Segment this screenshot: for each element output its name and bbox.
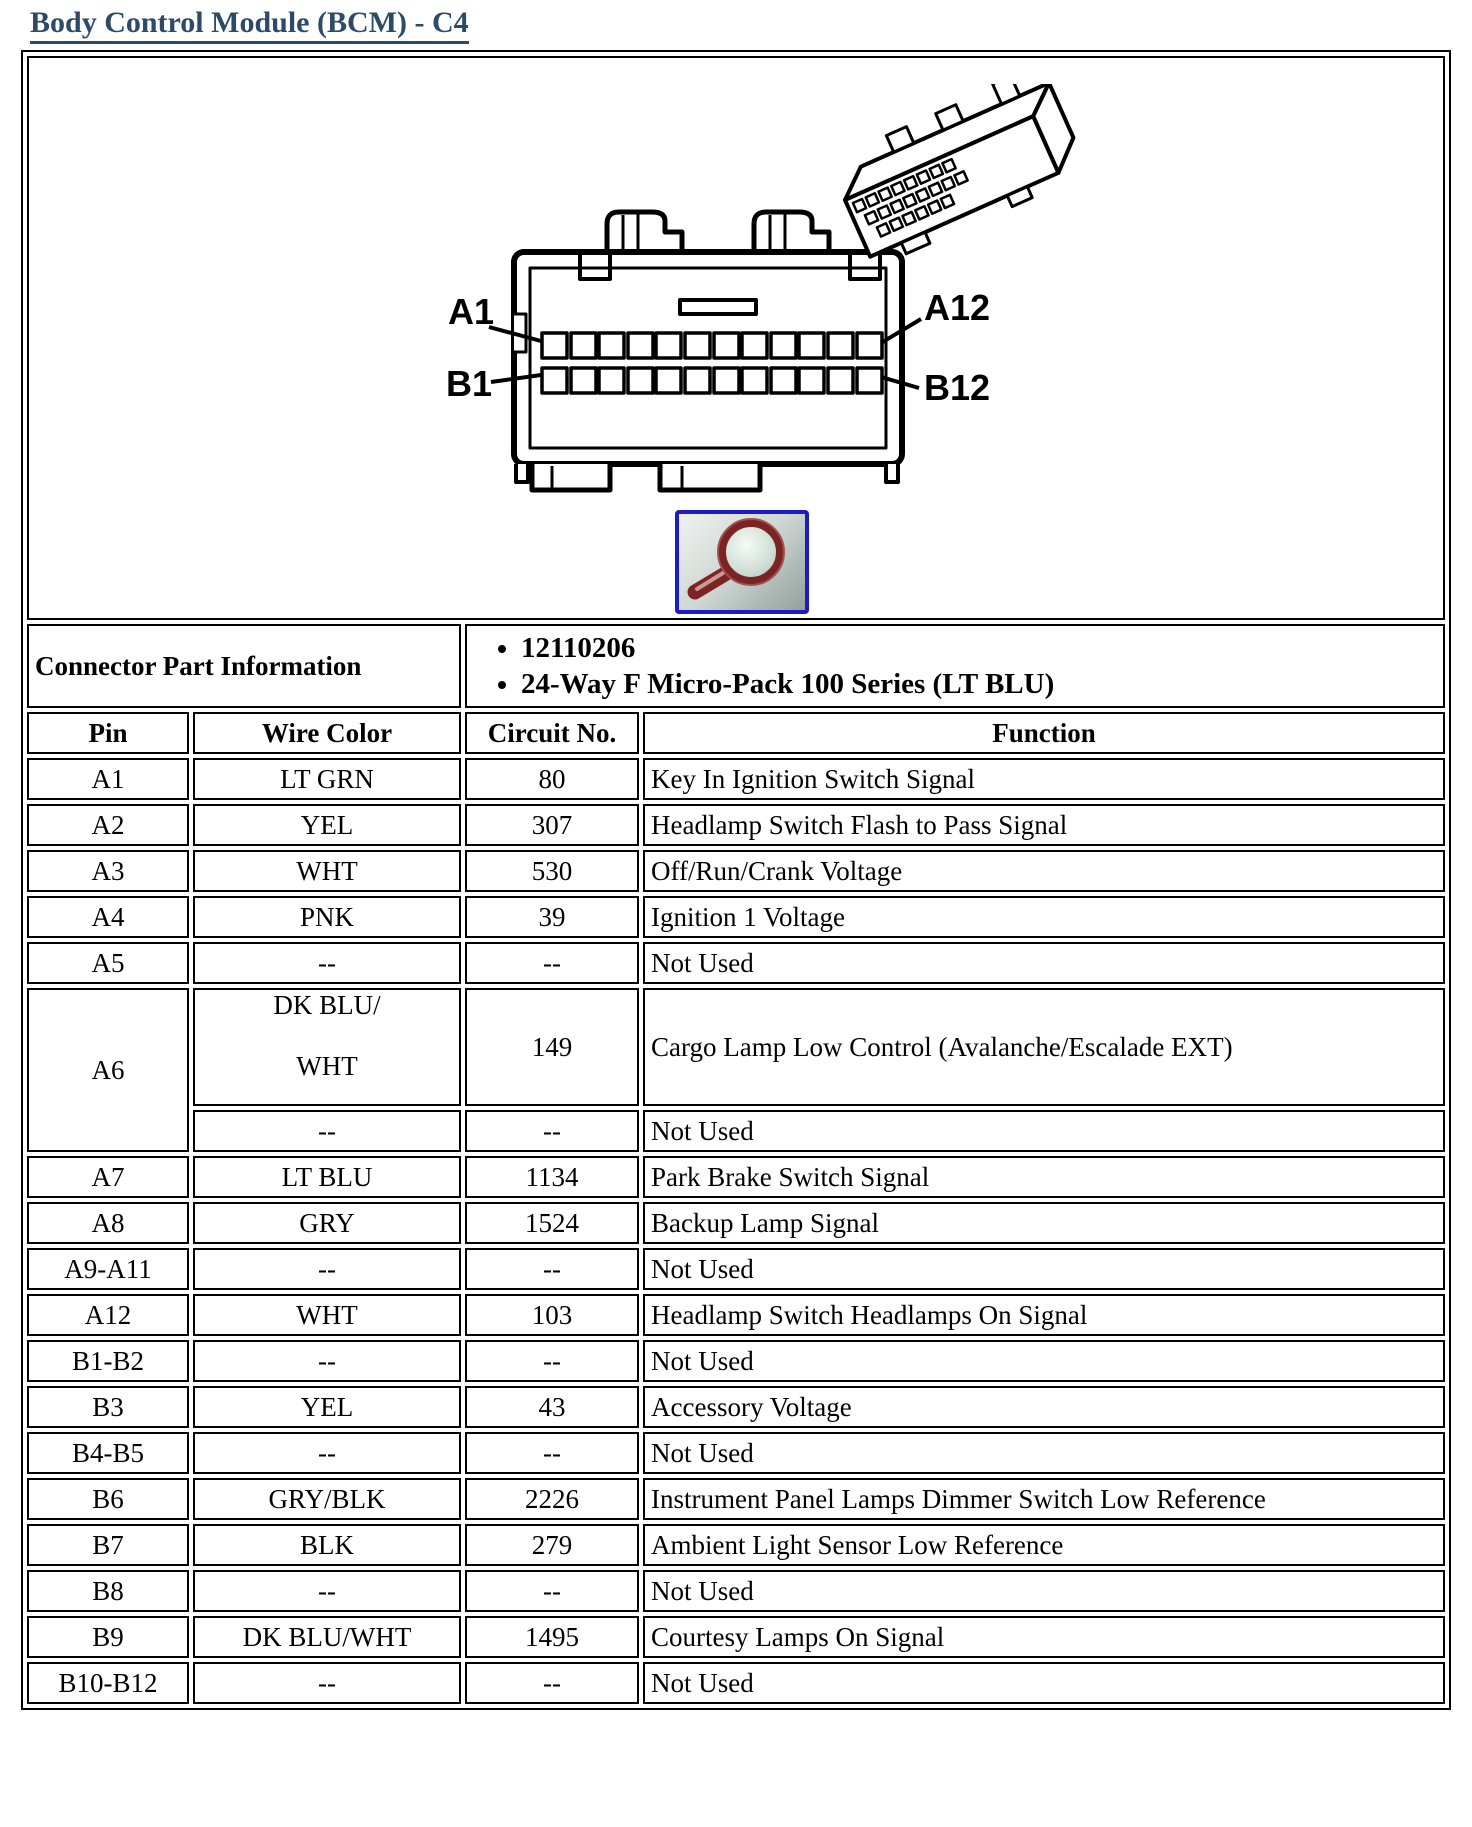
function-cell: Cargo Lamp Low Control (Avalanche/Escalade EXT) <box>643 988 1445 1106</box>
pin-cell: A3 <box>27 850 189 892</box>
function-cell: Not Used <box>643 1432 1445 1474</box>
pin-cell: B10-B12 <box>27 1662 189 1704</box>
part-info-values <box>465 624 1445 708</box>
circuit-cell: 39 <box>465 896 639 938</box>
pin-cell: A1 <box>27 758 189 800</box>
table-row <box>27 804 1445 846</box>
wire-color-cell: PNK <box>193 896 461 938</box>
function-cell: Not Used <box>643 1110 1445 1152</box>
pin-cell: A2 <box>27 804 189 846</box>
circuit-cell: -- <box>465 1248 639 1290</box>
circuit-cell: -- <box>465 1432 639 1474</box>
wire-color-cell: GRY <box>193 1202 461 1244</box>
pin-cell: B8 <box>27 1570 189 1612</box>
table-row <box>27 1432 1445 1474</box>
function-cell: Ignition 1 Voltage <box>643 896 1445 938</box>
pin-cell: A9-A11 <box>27 1248 189 1290</box>
wire-color-cell: -- <box>193 1570 461 1612</box>
wire-color-line1: DK BLU/ <box>273 990 381 1020</box>
pin-cell: A12 <box>27 1294 189 1336</box>
col-header-wire: Wire Color <box>193 712 461 754</box>
table-row <box>27 1386 1445 1428</box>
wire-color-cell: LT BLU <box>193 1156 461 1198</box>
pin-cell: A6 <box>27 988 189 1152</box>
wire-color-cell: DK BLU/WHT <box>193 1616 461 1658</box>
pin-cell: B6 <box>27 1478 189 1520</box>
function-cell: Not Used <box>643 942 1445 984</box>
pin-cell: B9 <box>27 1616 189 1658</box>
circuit-cell: 1524 <box>465 1202 639 1244</box>
function-cell: Instrument Panel Lamps Dimmer Switch Low Reference <box>643 1478 1445 1520</box>
wire-color-cell: GRY/BLK <box>193 1478 461 1520</box>
wire-color-cell: -- <box>193 1340 461 1382</box>
wire-color-cell: WHT <box>193 1294 461 1336</box>
table-row <box>27 1524 1445 1566</box>
pin-label-a1: A1 <box>448 291 495 332</box>
table-row <box>27 1202 1445 1244</box>
circuit-cell: 80 <box>465 758 639 800</box>
pin-cell: B3 <box>27 1386 189 1428</box>
col-header-circuit: Circuit No. <box>465 712 639 754</box>
page-title: Body Control Module (BCM) - C4 <box>30 6 469 44</box>
wire-color-cell: LT GRN <box>193 758 461 800</box>
circuit-cell: -- <box>465 1340 639 1382</box>
table-row <box>27 1662 1445 1704</box>
table-row <box>27 1340 1445 1382</box>
function-cell: Accessory Voltage <box>643 1386 1445 1428</box>
pin-cell: A5 <box>27 942 189 984</box>
function-cell: Headlamp Switch Headlamps On Signal <box>643 1294 1445 1336</box>
pin-cell: A8 <box>27 1202 189 1244</box>
wire-color-cell: YEL <box>193 1386 461 1428</box>
table-row <box>27 758 1445 800</box>
function-cell: Ambient Light Sensor Low Reference <box>643 1524 1445 1566</box>
pin-cell: B4-B5 <box>27 1432 189 1474</box>
table-row <box>27 1248 1445 1290</box>
connector-info-table <box>21 50 1451 1710</box>
pin-label-a12: A12 <box>924 287 991 328</box>
circuit-cell: -- <box>465 942 639 984</box>
circuit-cell: 149 <box>465 988 639 1106</box>
diagram-row <box>27 56 1445 620</box>
pin-cell: B1-B2 <box>27 1340 189 1382</box>
function-cell: Courtesy Lamps On Signal <box>643 1616 1445 1658</box>
function-cell: Backup Lamp Signal <box>643 1202 1445 1244</box>
pin-cell: B7 <box>27 1524 189 1566</box>
connector-diagram-area <box>35 58 1437 618</box>
pin-cell: A7 <box>27 1156 189 1198</box>
circuit-cell: 43 <box>465 1386 639 1428</box>
function-cell: Key In Ignition Switch Signal <box>643 758 1445 800</box>
table-row <box>27 850 1445 892</box>
function-cell: Not Used <box>643 1340 1445 1382</box>
function-cell: Headlamp Switch Flash to Pass Signal <box>643 804 1445 846</box>
function-cell: Not Used <box>643 1662 1445 1704</box>
function-cell: Not Used <box>643 1248 1445 1290</box>
circuit-cell: -- <box>465 1570 639 1612</box>
wire-color-cell: -- <box>193 942 461 984</box>
part-number: • 12110206 <box>521 632 1437 665</box>
function-cell: Park Brake Switch Signal <box>643 1156 1445 1198</box>
col-header-pin: Pin <box>27 712 189 754</box>
wire-color-cell: WHT <box>193 850 461 892</box>
col-header-function: Function <box>643 712 1445 754</box>
pin-label-b1: B1 <box>446 363 493 404</box>
table-row <box>27 1156 1445 1198</box>
wire-color-cell: YEL <box>193 804 461 846</box>
circuit-cell: -- <box>465 1662 639 1704</box>
table-row <box>27 942 1445 984</box>
table-row-a6 <box>27 988 1445 1106</box>
wire-color-cell: -- <box>193 1110 461 1152</box>
circuit-cell: 1134 <box>465 1156 639 1198</box>
wire-color-line2: WHT <box>296 1051 358 1081</box>
circuit-cell: 279 <box>465 1524 639 1566</box>
wire-color-cell: -- <box>193 1248 461 1290</box>
wire-color-cell: -- <box>193 1662 461 1704</box>
circuit-cell: 2226 <box>465 1478 639 1520</box>
wire-color-cell: BLK <box>193 1524 461 1566</box>
zoom-magnifier-button[interactable] <box>675 510 809 614</box>
function-cell: Not Used <box>643 1570 1445 1612</box>
connector-3d-view-diagram <box>825 84 1097 280</box>
circuit-cell: 103 <box>465 1294 639 1336</box>
table-row <box>27 1294 1445 1336</box>
wire-color-cell: -- <box>193 1432 461 1474</box>
connector-diagram-cell <box>27 56 1445 620</box>
circuit-cell: -- <box>465 1110 639 1152</box>
table-row-a6-notused <box>27 1110 1445 1152</box>
magnifier-icon <box>679 514 805 610</box>
circuit-cell: 1495 <box>465 1616 639 1658</box>
table-row <box>27 896 1445 938</box>
function-cell: Off/Run/Crank Voltage <box>643 850 1445 892</box>
part-info-row <box>27 624 1445 708</box>
circuit-cell: 307 <box>465 804 639 846</box>
table-row <box>27 1570 1445 1612</box>
circuit-cell: 530 <box>465 850 639 892</box>
pin-label-b12: B12 <box>924 367 991 408</box>
table-row <box>27 1616 1445 1658</box>
connector-type: • 24-Way F Micro-Pack 100 Series (LT BLU) <box>521 668 1437 701</box>
table-header-row <box>27 712 1445 754</box>
table-row <box>27 1478 1445 1520</box>
pin-cell: A4 <box>27 896 189 938</box>
part-info-label: Connector Part Information <box>27 624 461 708</box>
wire-color-cell <box>193 988 461 1106</box>
